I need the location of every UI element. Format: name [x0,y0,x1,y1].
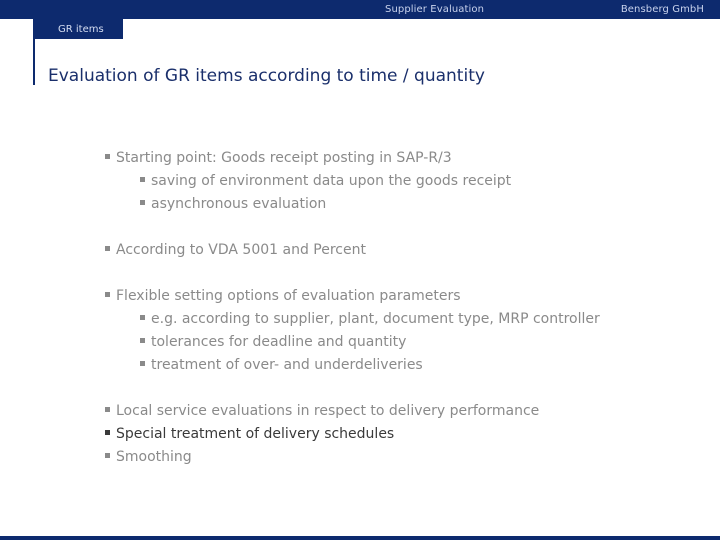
bullet-text: Flexible setting options of evaluation parameters [116,288,461,304]
bullet-text: Local service evaluations in respect to delivery performance [116,403,540,419]
bullet-text: saving of environment data upon the goods receipt [151,173,512,189]
bullet-square-icon [140,338,145,343]
sub-bullet-item [140,357,423,373]
bullet-item [105,150,452,166]
sub-bullet-item [140,173,511,189]
bullet-square-icon [105,453,110,458]
bullet-square-icon [105,154,110,159]
bullet-text: e.g. according to supplier, plant, document type, MRP controller [151,311,600,327]
bullet-square-icon [140,315,145,320]
bullet-text: asynchronous evaluation [151,196,327,212]
sub-bullet-item [140,311,600,327]
bullet-item-highlighted [105,426,394,442]
bullet-item [105,449,192,465]
presentation-title: Supplier Evaluation [385,4,485,15]
bullet-item [105,403,539,419]
company-name: Bensberg GmbH [620,4,704,15]
bullet-square-icon [105,292,110,297]
bullet-square-icon [140,200,145,205]
bullet-square-icon [105,407,110,412]
sub-bullet-item [140,196,326,212]
bullet-item [105,288,461,304]
slide-title: Evaluation of GR items according to time / quantity [48,66,485,86]
bullet-text: According to VDA 5001 and Percent [116,242,366,258]
bullet-text: Special treatment of delivery schedules [116,426,395,442]
bullet-text: tolerances for deadline and quantity [151,334,407,350]
footer-bar [0,536,720,540]
bullet-square-icon [105,246,110,251]
header-bar [0,0,720,19]
bullet-square-icon [140,361,145,366]
bullet-square-icon [140,177,145,182]
section-tab: GR items [35,19,123,39]
bullet-item [105,242,366,258]
bullet-text: Smoothing [116,449,192,465]
bullet-text: treatment of over- and underdeliveries [151,357,423,373]
bullet-text: Starting point: Goods receipt posting in SAP-R/3 [116,150,452,166]
sub-bullet-item [140,334,406,350]
bullet-square-icon [105,430,110,435]
